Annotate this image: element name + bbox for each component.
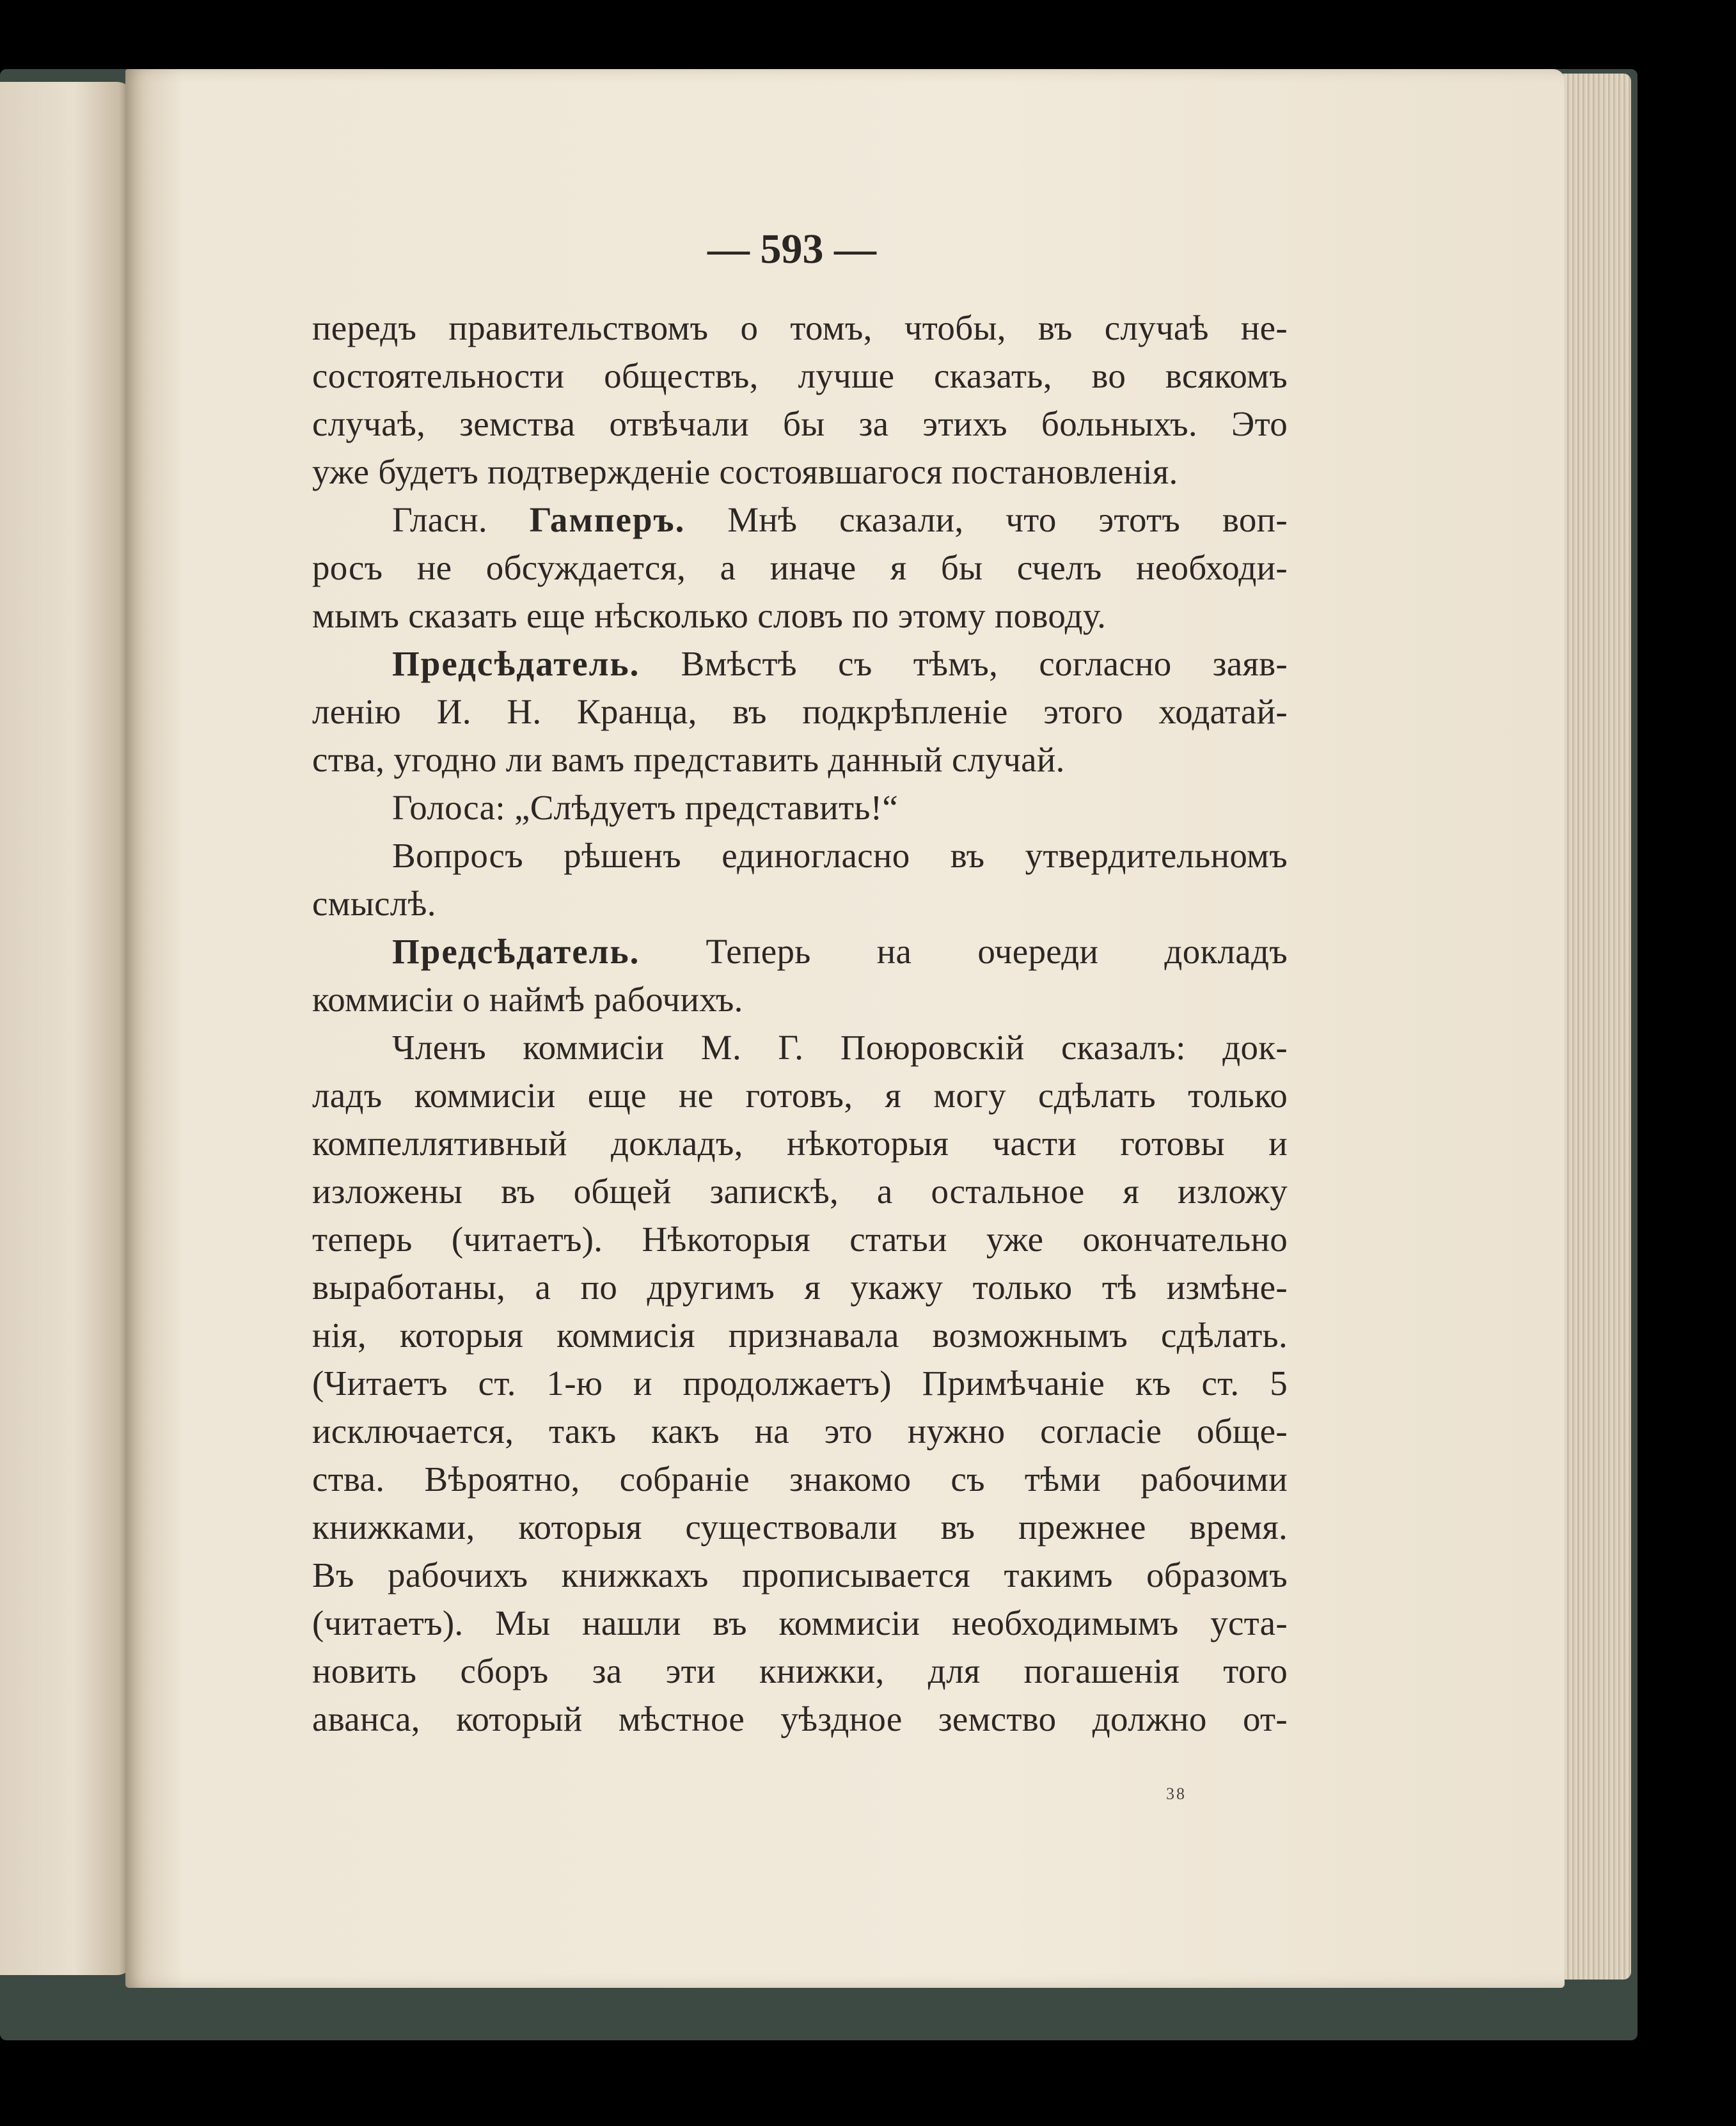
text-line [312, 975, 1288, 1023]
text-segment: выработаны, а по другимъ я укажу только тѣ измѣне- [312, 1268, 1288, 1307]
text-line [312, 1359, 1288, 1407]
text-segment: Мнѣ сказали, что этотъ воп- [685, 500, 1288, 539]
text-segment: ства, угодно ли вамъ представить данный случай. [312, 740, 1065, 779]
page-number: — 593 — [707, 226, 876, 272]
text-segment: уже будетъ подтвержденіе состоявшагося постановленія. [312, 452, 1178, 491]
text-line [312, 1215, 1288, 1263]
text-segment: (Читаетъ ст. 1-ю и продолжаетъ) Примѣчаніе къ ст. 5 [312, 1364, 1288, 1403]
text-line [312, 592, 1288, 640]
text-line [312, 1455, 1288, 1503]
text-line [312, 1599, 1288, 1647]
text-segment: Вопросъ рѣшенъ единогласно въ утвердительномъ [392, 836, 1288, 875]
text-line [312, 879, 1288, 927]
speaker-name: Гамперъ. [529, 500, 686, 539]
printer-signature-mark: 38 [1166, 1784, 1187, 1803]
text-segment: ладъ коммисіи еще не готовъ, я могу сдѣлать только [312, 1076, 1288, 1115]
text-segment: нія, которыя коммисія признавала возможнымъ сдѣлать. [312, 1316, 1288, 1355]
text-line [312, 1311, 1288, 1359]
text-line [312, 400, 1288, 448]
text-segment: коммисіи о наймѣ рабочихъ. [312, 980, 743, 1019]
text-line [312, 1695, 1288, 1743]
text-line [312, 304, 1288, 352]
text-segment: ленію И. Н. Кранца, въ подкрѣпленіе этого ходатай- [312, 692, 1288, 731]
text-segment: теперь (читаетъ). Нѣкоторыя статьи уже окончательно [312, 1220, 1288, 1259]
text-line [312, 1119, 1288, 1167]
speaker-name: Предсѣдатель. [392, 644, 640, 683]
text-line [312, 1023, 1288, 1071]
text-line [312, 688, 1288, 736]
page-body-text [312, 304, 1288, 1743]
text-segment: мымъ сказать еще нѣсколько словъ по этому поводу. [312, 596, 1107, 635]
page-block-edges [1554, 74, 1631, 1980]
text-segment: Гласн. [392, 500, 530, 539]
text-line [312, 1167, 1288, 1215]
text-line [312, 927, 1288, 975]
text-segment: Вмѣстѣ съ тѣмъ, согласно заяв- [640, 644, 1288, 683]
text-segment: Членъ коммисіи М. Г. Поюровскій сказалъ: док- [392, 1028, 1288, 1067]
text-segment: росъ не обсуждается, а иначе я бы счелъ необходи- [312, 548, 1288, 587]
text-segment: смыслѣ. [312, 884, 436, 923]
text-line [312, 1071, 1288, 1119]
left-page-edge [0, 82, 136, 1975]
text-line [312, 1647, 1288, 1695]
text-line [312, 544, 1288, 592]
speaker-name: Предсѣдатель. [392, 932, 640, 971]
text-segment: случаѣ, земства отвѣчали бы за этихъ больныхъ. Это [312, 404, 1288, 443]
text-line [312, 783, 1288, 831]
text-line [312, 352, 1288, 400]
text-segment: компеллятивный докладъ, нѣкоторыя части готовы и [312, 1124, 1288, 1163]
text-line [312, 1407, 1288, 1455]
text-segment: Голоса: „Слѣдуетъ представить!“ [392, 788, 899, 827]
text-line [312, 1503, 1288, 1551]
text-segment: изложены въ общей запискѣ, а остальное я изложу [312, 1172, 1288, 1211]
text-line [312, 640, 1288, 688]
text-segment: новить сборъ за эти книжки, для погашенія того [312, 1651, 1288, 1690]
text-segment: (читаетъ). Мы нашли въ коммисіи необходимымъ уста- [312, 1603, 1288, 1642]
text-segment: Въ рабочихъ книжкахъ прописывается такимъ образомъ [312, 1555, 1288, 1594]
text-segment: книжками, которыя существовали въ прежнее время. [312, 1508, 1288, 1547]
text-line [312, 1551, 1288, 1599]
text-line [312, 1263, 1288, 1311]
text-segment: ства. Вѣроятно, собраніе знакомо съ тѣми рабочими [312, 1460, 1288, 1499]
text-segment: аванса, который мѣстное уѣздное земство должно от- [312, 1699, 1288, 1738]
text-line [312, 831, 1288, 879]
text-segment: Теперь на очереди докладъ [640, 932, 1288, 971]
text-segment: передъ правительствомъ о томъ, чтобы, въ случаѣ не- [312, 308, 1288, 347]
text-line [312, 736, 1288, 783]
text-line [312, 496, 1288, 544]
text-line [312, 448, 1288, 496]
text-segment: состоятельности обществъ, лучше сказать, во всякомъ [312, 356, 1288, 395]
text-segment: исключается, такъ какъ на это нужно согласіе обще- [312, 1412, 1288, 1451]
